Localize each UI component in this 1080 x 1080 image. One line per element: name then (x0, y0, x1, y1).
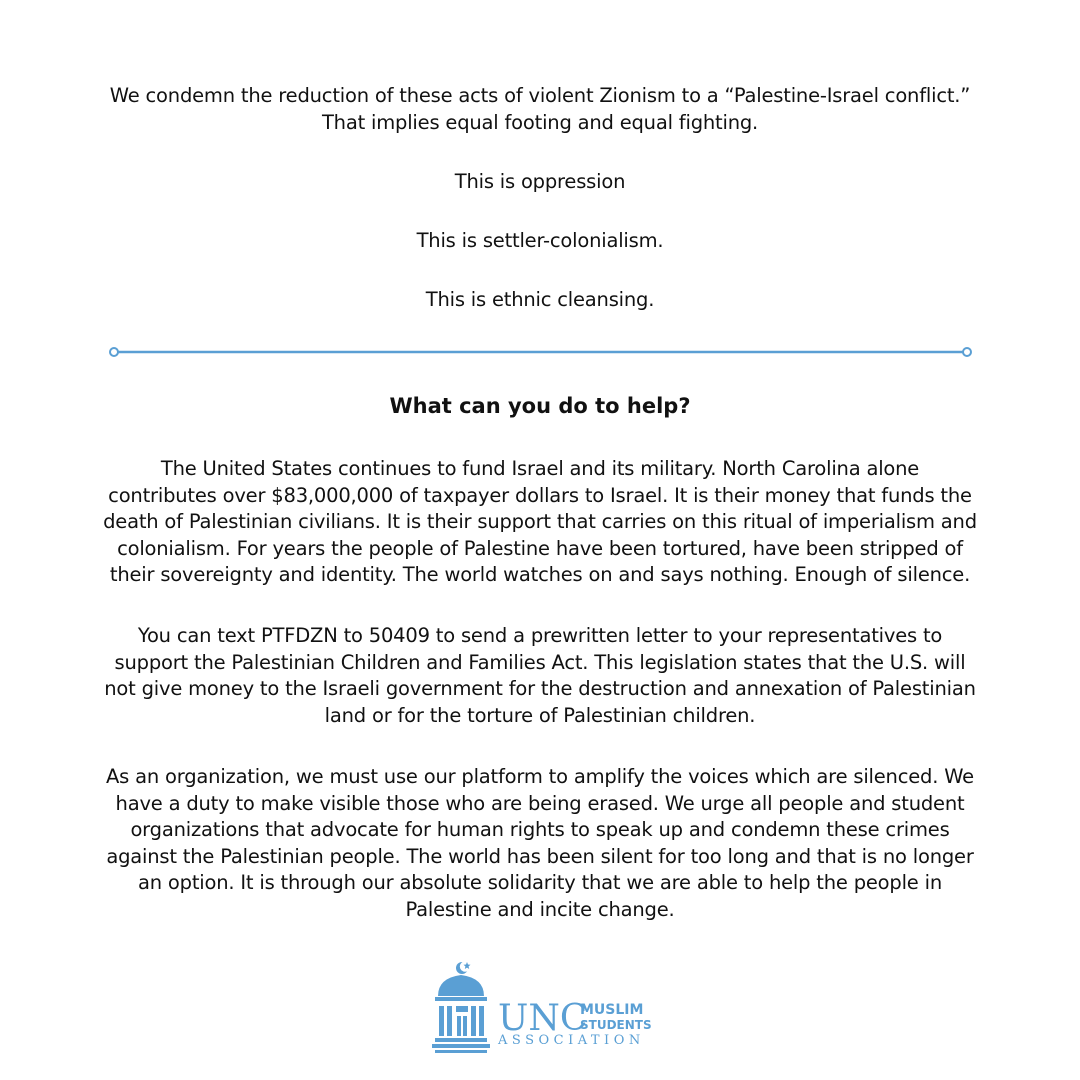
paragraph-line: As an organization, we must use our platform to amplify the voices which are silenced. We (106, 765, 974, 788)
paragraph-line: organizations that advocate for human rights to speak up and condemn these crimes (130, 818, 950, 841)
section-divider (108, 344, 974, 360)
solidarity-paragraph (0, 764, 1080, 923)
paragraph-line: have a duty to make visible those who are being erased. We urge all people and student (115, 791, 965, 815)
funding-paragraph (0, 456, 1080, 589)
statement-oppression: This is oppression (454, 170, 626, 193)
paragraph-line: You can text PTFDZN to 50409 to send a prewritten letter to your representatives to (137, 624, 943, 647)
paragraph-line: The United States continues to fund Israel and its military. North Carolina alone (160, 457, 920, 480)
paragraph-line: against the Palestinian people. The world has been silent for too long and that is no longer (106, 844, 974, 868)
statement-settler-colonialism: This is settler-colonialism. (416, 229, 664, 252)
logo-association-text: ASSOCIATION (498, 1033, 645, 1048)
paragraph-line: support the Palestinian Children and Families Act. This legislation states that the U.S. will (114, 650, 966, 674)
logo-muslim-text: MUSLIM (580, 1002, 644, 1018)
unc-msa-logo (430, 958, 670, 1058)
paragraph-line: an option. It is through our absolute solidarity that we are able to help the people in (138, 871, 942, 894)
paragraph-line: death of Palestinian civilians. It is their support that carries on this ritual of imperialism and (103, 510, 977, 533)
intro-paragraph (0, 83, 1080, 136)
intro-line-1: We condemn the reduction of these acts of violent Zionism to a “Palestine-Israel conflict.” (109, 84, 971, 107)
mosque-icon (432, 961, 490, 1053)
paragraph-line: not give money to the Israeli government for the destruction and annexation of Palestinian (104, 677, 976, 700)
logo-students-text: STUDENTS (580, 1018, 652, 1032)
statement-ethnic-cleansing: This is ethnic cleansing. (425, 288, 655, 311)
paragraph-line: land or for the torture of Palestinian children. (324, 703, 756, 727)
paragraph-line: Palestine and incite change. (405, 897, 675, 921)
logo-unc-text: UNC (498, 998, 588, 1039)
action-paragraph (0, 623, 1080, 729)
paragraph-line: contributes over $83,000,000 of taxpayer dollars to Israel. It is their money that funds the (108, 483, 972, 507)
help-heading: What can you do to help? (389, 394, 691, 418)
paragraph-line: colonialism. For years the people of Palestine have been tortured, have been stripped of (117, 536, 963, 560)
intro-line-2: That implies equal footing and equal fighting. (321, 110, 759, 134)
paragraph-line: their sovereignty and identity. The world watches on and says nothing. Enough of silence. (109, 563, 971, 586)
